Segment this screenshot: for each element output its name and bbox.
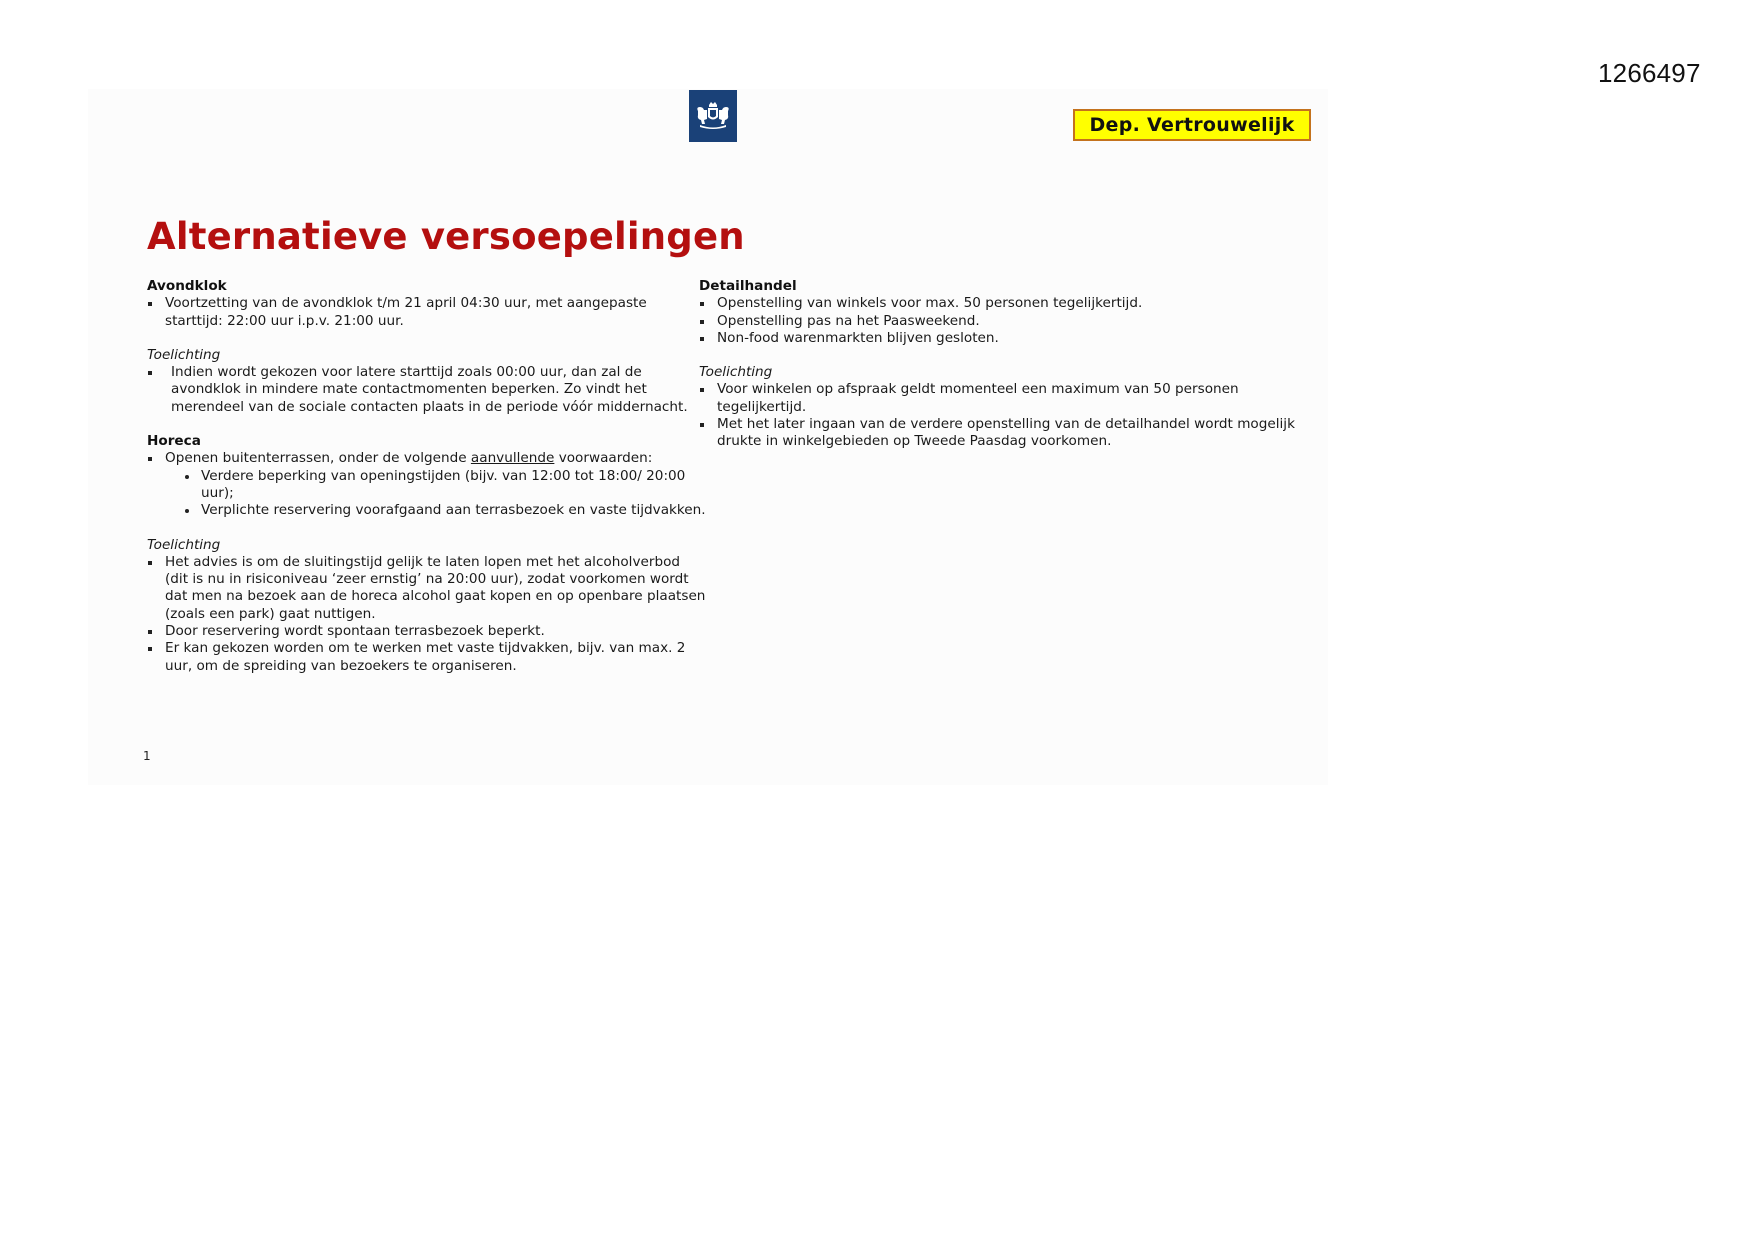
section-heading-horeca: Horeca	[147, 433, 201, 450]
list-item: Verplichte reservering voorafgaand aan terrasbezoek en vaste tijdvakken.	[183, 502, 707, 519]
horeca-sub-bullets	[165, 468, 707, 520]
underlined-term: aanvullende	[470, 450, 555, 467]
section-heading-avondklok: Avondklok	[147, 278, 227, 294]
rijksoverheid-logo	[689, 90, 737, 142]
list-item: Voortzetting van de avondklok t/m 21 april 04:30 uur, met aangepaste starttijd: 22:00 uur i.p.v. 21:00 uur.	[147, 295, 707, 330]
list-item: Verdere beperking van openingstijden (bijv. van 12:00 tot 18:00/ 20:00 uur);	[183, 468, 707, 503]
list-item: Voor winkelen op afspraak geldt momenteel een maximum van 50 personen tegelijkertijd.	[699, 381, 1319, 416]
horeca-bullets	[147, 450, 707, 519]
document-number: 1266497	[1598, 58, 1701, 88]
detailhandel-toelichting	[699, 381, 1319, 450]
detailhandel-bullets	[699, 295, 1319, 347]
page-title: Alternatieve versoepelingen	[147, 215, 745, 258]
left-column	[147, 278, 707, 675]
list-item: Door reservering wordt spontaan terrasbezoek beperkt.	[147, 623, 707, 640]
slide	[88, 89, 1328, 785]
list-item: Openen buitenterrassen, onder de volgende aanvullende voorwaarden: Verdere beperking van openingstijden (bijv. van 12:00 tot 18:00/ 20:00 uur); Verplichte reservering voorafgaand aan terrasbezoek en vaste tijdvakken.	[147, 450, 707, 519]
toelichting-label: Toelichting	[147, 346, 221, 363]
classification-badge: Dep. Vertrouwelijk	[1073, 109, 1311, 141]
right-column	[699, 278, 1319, 451]
toelichting-label: Toelichting	[147, 536, 221, 553]
page-number: 1	[143, 749, 151, 763]
avondklok-bullets	[147, 295, 707, 330]
coat-of-arms-icon	[694, 101, 732, 131]
list-item: Het advies is om de sluitingstijd gelijk te laten lopen met het alcoholverbod (dit is nu in risiconiveau ‘zeer ernstig’ na 20:00 uur), zodat voorkomen wordt dat men na bezoek aan de horeca alcohol gaat kopen en op openbare plaatsen (zoals een park) gaat nuttigen.	[147, 554, 707, 623]
horeca-toelichting	[147, 554, 707, 675]
list-item: Er kan gekozen worden om te werken met vaste tijdvakken, bijv. van max. 2 uur, om de spreiding van bezoekers te organiseren.	[147, 640, 707, 675]
list-item: Openstelling pas na het Paasweekend.	[699, 313, 1319, 330]
section-heading-detailhandel: Detailhandel	[699, 278, 797, 294]
list-item: Indien wordt gekozen voor latere starttijd zoals 00:00 uur, dan zal de avondklok in mindere mate contactmomenten beperken. Zo vindt het merendeel van de sociale contacten plaats in de periode vóór middernacht.	[147, 364, 707, 416]
list-item: Openstelling van winkels voor max. 50 personen tegelijkertijd.	[699, 295, 1319, 312]
list-item: Met het later ingaan van de verdere openstelling van de detailhandel wordt mogelijk drukte in winkelgebieden op Tweede Paasdag voorkomen.	[699, 416, 1319, 451]
avondklok-toelichting	[147, 364, 707, 416]
toelichting-label: Toelichting	[699, 364, 773, 381]
list-item: Non-food warenmarkten blijven gesloten.	[699, 330, 1319, 347]
